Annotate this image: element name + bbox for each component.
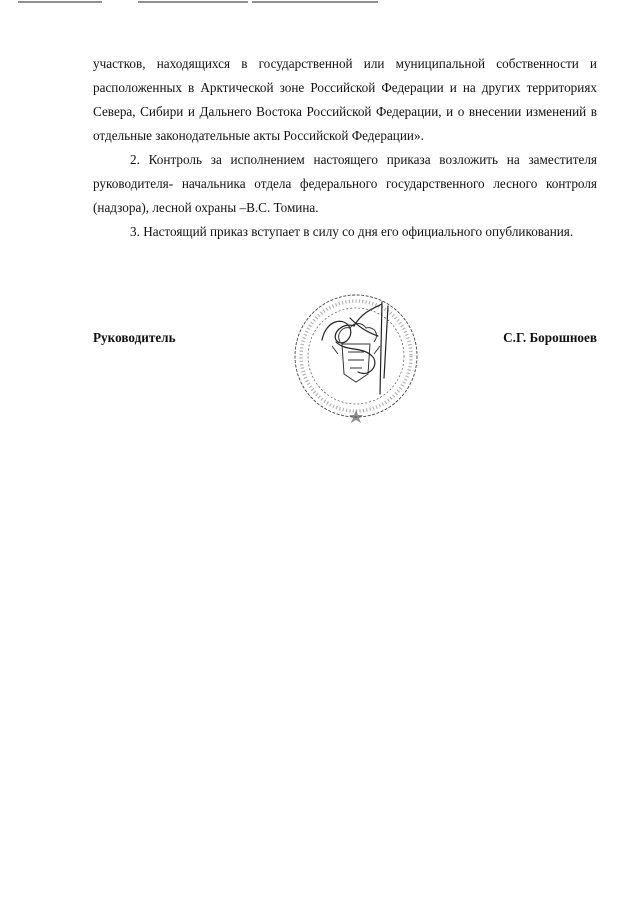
seal-star (349, 410, 363, 423)
paragraph-2: 2. Контроль за исполнением настоящего приказа возложить на заместителя руководителя- начальника отдела федерального государственного лесного контроля (надзора), лесной охраны –В.С. Томина. (93, 152, 597, 215)
seal-outer-ring (295, 295, 417, 417)
signer-name: С.Г. Борошноев (503, 330, 597, 345)
official-seal-stamp (292, 282, 420, 424)
paragraph-3: 3. Настоящий приказ вступает в силу со дня его официального опубликования. (130, 224, 574, 239)
top-edge-rule (0, 0, 640, 6)
paragraph-1-continuation: участков, находящихся в государственной или муниципальной собственности и расположенных в Арктической зоне Российской Федерации и на других территориях Севера, Сибири и Дальнего Востока Российской Федерации, и о внесении изменений в отдельные законодательные акты Российской Федерации». (93, 56, 597, 143)
signer-title: Руководитель (93, 330, 176, 345)
seal-emblem (332, 324, 380, 383)
document-body (93, 52, 597, 244)
